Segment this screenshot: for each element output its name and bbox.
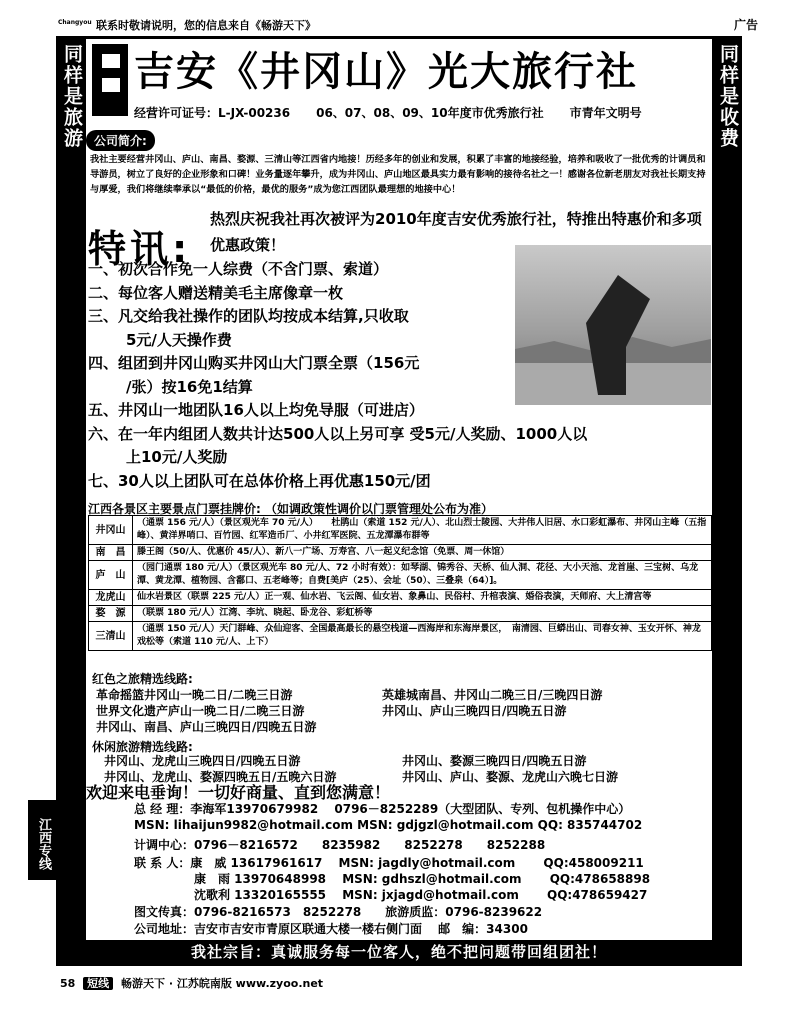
jiangxi-tab: 江西专线 — [28, 800, 58, 880]
footer-text: 畅游天下 · 江苏皖南版 www.zyoo.net — [121, 977, 324, 990]
route-item: 英雄城南昌、井冈山二晚三日/三晚四日游 — [382, 688, 603, 702]
route-item: 井冈山、龙虎山三晚四日/四晚五日游 — [104, 754, 301, 768]
offer-item: 五、井冈山一地团队16人以上均免导服（可进店） — [88, 401, 424, 419]
scenic-name: 龙虎山 — [89, 590, 133, 606]
scenic-detail: （联票 180 元/人）江湾、李坑、晓起、卧龙谷、彩虹桥等 — [133, 606, 712, 622]
special-heading: 特讯: — [88, 227, 192, 271]
rail-slogan: 同样是服务 — [5, 44, 27, 149]
scenic-detail: 滕王阁（50/人、优惠价 45/人）、新八一广场、万寿宫、八一起义纪念馆（免票、周一休馆） — [133, 545, 712, 561]
scenic-name: 南 昌 — [89, 545, 133, 561]
table-row — [89, 606, 712, 622]
scenic-detail: （通票 150 元/人）天门群峰、众仙迎客、全国最高最长的悬空栈道—西海岸和东海岸景区， 南清园、巨蟒出山、司春女神、玉女开怀、神龙戏松等（索道 110 元/人、上下） — [133, 622, 712, 651]
route-item: 井冈山、南昌、庐山三晚四日/四晚五日游 — [96, 720, 317, 734]
contact-line: 沈歌利 13320165555 MSN: jxjagd@hotmail.com QQ:478659427 — [134, 888, 648, 902]
ticket-table-heading: 江西各景区主要景点门票挂牌价: （如调政策性调价以门票管理处公布为准） — [88, 502, 493, 516]
offer-item: 三、凡交给我社操作的团队均按成本结算,只收取 — [88, 307, 409, 325]
welcome-line: 欢迎来电垂询！一切好商量、直到您满意！ — [86, 783, 391, 802]
contact-line: 总 经 理：李海军13970679982 0796－8252289（大型团队、专列、包机操作中心） — [134, 802, 631, 816]
award-years: 06、07、08、09、10年度市优秀旅行社 — [316, 106, 544, 120]
license-line — [134, 104, 668, 121]
scenic-name: 庐 山 — [89, 561, 133, 590]
offer-item: 上10元/人奖励 — [126, 448, 228, 466]
contact-line: 联 系 人：康 威 13617961617 MSN: jagdly@hotmail.com QQ:458009211 — [134, 856, 644, 870]
offer-list — [88, 258, 708, 493]
rail-slogan: 同样是旅游 — [61, 44, 83, 149]
rail-slogan: 同样是收费 — [717, 44, 739, 149]
offer-item: 六、在一年内组团人数共计达500人以上另可享 受5元/人奖励、1000人以 — [88, 424, 588, 443]
rail-slogan: 光大力求更加合理 — [689, 44, 711, 212]
red-routes-heading: 红色之旅精选线路: — [92, 672, 193, 686]
contact-line: 公司地址：吉安市吉安市青原区联通大楼一楼右侧门面 邮 编：34300 — [134, 922, 528, 936]
rail-slogan: 光大力求更加诚信 — [633, 44, 655, 212]
page-number: 58 — [60, 977, 76, 990]
route-item: 世界文化遗产庐山一晚二日/二晚三日游 — [96, 704, 305, 718]
contact-line: 计调中心：0796－8216572 8235982 8252278 8252288 — [134, 838, 546, 852]
table-row — [89, 561, 712, 590]
scenic-name: 婺 源 — [89, 606, 133, 622]
scenic-detail: （园门通票 180 元/人）（景区观光车 80 元/人、72 小时有效）：如琴湖、锦秀谷、天桥、仙人洞、花径、大小天池、龙首崖、三宝树、乌龙潭、黄龙潭、植物园、含鄱口、五老峰等；自费[美庐（25）、会址（50）、三叠泉（64）]。 — [133, 561, 712, 590]
intro-heading: 公司简介: — [86, 130, 155, 151]
motto-banner: 我社宗旨：真诚服务每一位客人，绝不把问题带回组团社！ — [86, 940, 712, 964]
route-item: 井冈山、婺源三晚四日/四晚五日游 — [402, 754, 587, 768]
scenic-detail: （通票 156 元/人）（景区观光车 70 元/人） 杜鹃山（索道 152 元/人）、北山烈士陵园、大井伟人旧居、水口彩虹瀑布、井冈山主峰（五指峰）、黄洋界哨口、百竹园、红军造币厂、小井红军医院、五龙潭瀑布群等 — [133, 516, 712, 545]
ticket-table — [88, 515, 712, 651]
contact-line: MSN: lihaijun9982@hotmail.com MSN: gdjgzl@hotmail.com QQ: 835744702 — [134, 818, 643, 832]
contact-note: 联系时敬请说明，您的信息来自《畅游天下》 — [96, 19, 316, 32]
route-item: 革命摇篮井冈山一晚二日/二晚三日游 — [96, 688, 293, 702]
rail-slogan: 光大力求更加完美 — [33, 44, 55, 212]
contact-line: 康 雨 13970648998 MSN: gdhszl@hotmail.com QQ:478658898 — [134, 872, 651, 886]
right-slogan-rail — [633, 36, 742, 966]
offer-item: /张）按16免1结算 — [126, 377, 253, 396]
offer-item: 七、30人以上团队可在总体价格上再优惠150元/团 — [88, 471, 431, 490]
route-item: 井冈山、庐山、婺源、龙虎山六晚七日游 — [402, 770, 619, 784]
contact-line: 图文传真：0796-8216573 8252278 旅游质监：0796-8239622 — [134, 905, 543, 919]
agency-logo-icon — [92, 44, 128, 116]
rail-slogan — [0, 44, 2, 924]
scenic-detail: 仙水岩景区（联票 225 元/人）正一观、仙水岩、飞云阁、仙女岩、象鼻山、民俗村、升棺表演、婚俗表演，天师府、大上清宫等 — [133, 590, 712, 606]
scenic-name: 井冈山 — [89, 516, 133, 545]
route-item: 井冈山、庐山三晚四日/四晚五日游 — [382, 704, 567, 718]
rail-slogan: 同样是承诺 — [661, 44, 683, 149]
special-subtitle: 热烈庆祝我社再次被评为2010年度吉安优秀旅行社，特推出特惠价和多项优惠政策！ — [210, 210, 702, 254]
route-item: 井冈山、龙虎山、婺源四晚五日/五晚六日游 — [104, 770, 337, 784]
ad-label: 广告 — [733, 18, 758, 32]
table-row — [89, 590, 712, 606]
table-row — [89, 545, 712, 561]
page-footer — [60, 975, 323, 991]
offer-item: 5元/人天操作费 — [126, 330, 232, 349]
offer-item: 一、初次合作免一人综费（不含门票、索道） — [88, 260, 389, 278]
license-number: 经营许可证号：L-JX-00236 — [134, 106, 291, 120]
table-row — [89, 516, 712, 545]
leisure-routes-heading: 休闲旅游精选线路: — [92, 740, 193, 754]
offer-item: 二、每位客人赠送精美毛主席像章一枚 — [88, 283, 344, 302]
magazine-logo-icon: Changyou — [58, 19, 92, 26]
scenic-name: 三清山 — [89, 622, 133, 651]
award-youth: 市青年文明号 — [569, 106, 642, 120]
table-row — [89, 622, 712, 651]
page-title: 吉安《井冈山》光大旅行社 — [134, 49, 638, 95]
offer-item: 四、组团到井冈山购买井冈山大门票全票（156元 — [88, 354, 420, 372]
section-tag: 短线 — [83, 977, 113, 990]
intro-text: 我社主要经营井冈山、庐山、南昌、婺源、三清山等江西省内地接！历经多年的创业和发展，积累了丰富的地接经验，培养和吸收了一批优秀的计调员和导游员，树立了良好的企业形象和口碑！业务量逐年攀升，成为井冈山、庐山地区最具实力最有影响的接待名社之一！感谢各位新老朋友对我社长期支持与厚爱，我们将继续奉承以“最低的价格，最优的服务”成为您江西团队最理想的地接中心！ — [90, 154, 706, 195]
